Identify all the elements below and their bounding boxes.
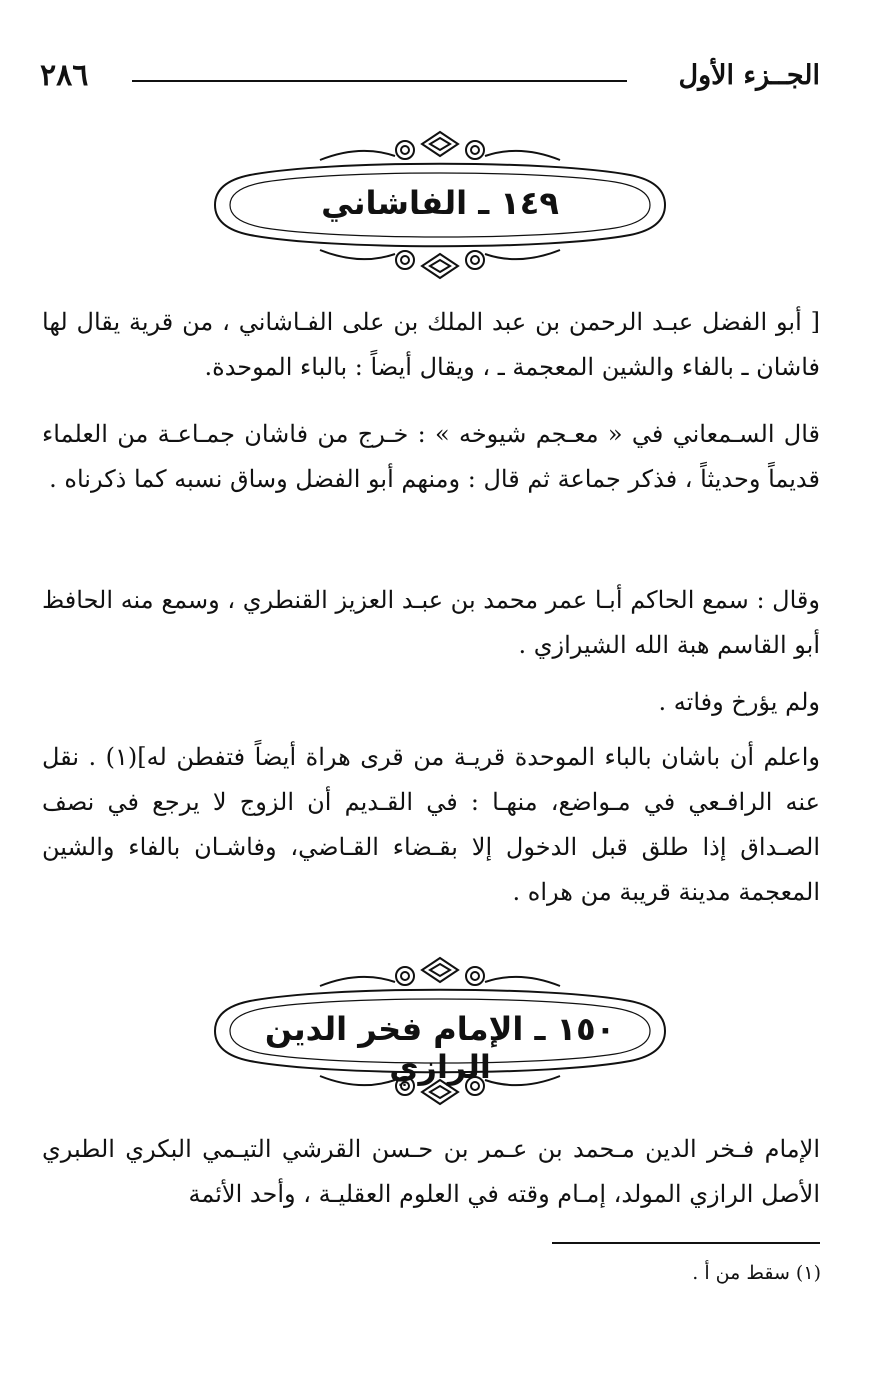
paragraph: [ أبو الفضل عبـد الرحمن بن عبد الملك بن على الفـاشاني ، من قرية يقال لها فاشان ـ بالفاء والشين المعجمة ـ ، ويقال أيضاً : بالباء الموحدة. (42, 308, 820, 381)
page-number: ٢٨٦ (40, 58, 89, 93)
paragraph: وقال : سمع الحاكم أبـا عمر محمد بن عبـد العزيز القنطري ، وسمع منه الحافظ أبو القاسم هبة الله الشيرازي . (42, 586, 820, 659)
section-title: ١٤٩ ـ الفاشاني (321, 184, 559, 222)
paragraph: واعلم أن باشان بالباء الموحدة قريـة من قرى هراة أيضاً فتفطن له](١) . نقل عنه الرافـعي في مـواضع، منهـا : في القـديم أن الزوج لا يرجع في نصف الصـداق إذا طلق قبل الدخول إلا بقـضاء القـاضي، وفاشـان بالفاء والشين المعجمة مدينة قريبة من هراه . (42, 743, 820, 906)
running-header (40, 58, 820, 98)
header-rule (132, 80, 627, 82)
section-title: ١٥٠ ـ الإمام فخر الدين الرازي (264, 1010, 616, 1086)
footnote-rule (552, 1242, 820, 1244)
chapter-frame-149 (210, 130, 670, 280)
chapter-frame-150 (210, 956, 670, 1106)
footnote: (١) سقط من أ . (692, 1262, 821, 1284)
part-title: الجــزء الأول (678, 60, 820, 91)
paragraph: قال السـمعاني في « معـجم شيوخه » : خـرج من فاشان جمـاعـة من العلماء قديماً وحديثاً ، فذكر جماعة ثم قال : ومنهم أبو الفضل وساق نسبه كما ذكرناه . (42, 420, 820, 493)
paragraph: الإمام فـخر الدين مـحمد بن عـمر بن حـسن القرشي التيـمي البكري الطبري الأصل الرازي المولد، إمـام وقته في العلوم العقليـة ، وأحد الأئمة (42, 1135, 820, 1208)
paragraph: ولم يؤرخ وفاته . (658, 688, 820, 716)
